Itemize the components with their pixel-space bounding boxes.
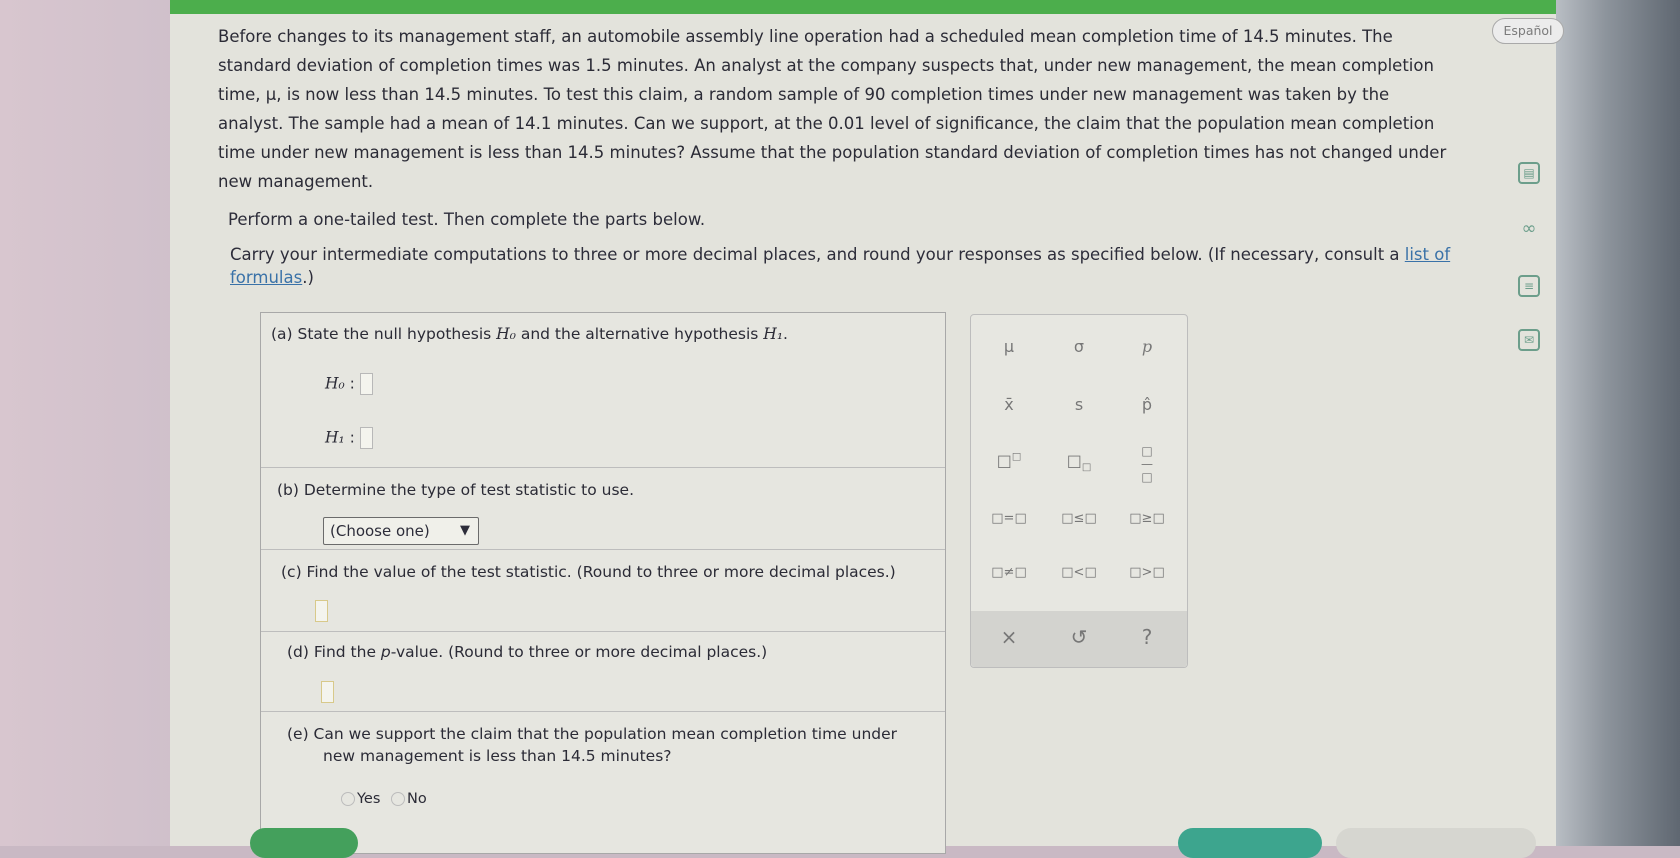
h1-input[interactable]	[360, 427, 373, 449]
le-button[interactable]: □≤□	[1061, 511, 1097, 526]
problem-line: standard deviation of completion times was 1.5 minutes. An analyst at the company suspects that, under new management, the mean completion	[218, 56, 1434, 75]
divider	[261, 711, 945, 712]
ge-button[interactable]: □≥□	[1129, 511, 1165, 526]
yes-label: Yes	[357, 791, 381, 807]
part-a-text-mid: and the alternative hypothesis	[515, 325, 764, 343]
h0-label: H₀	[325, 374, 345, 393]
carry-text-body: Carry your intermediate computations to three or more decimal places, and round your responses as specified below. (If necessary, consult a	[230, 245, 1405, 264]
part-d-text-end: -value. (Round to three or more decimal places.)	[390, 643, 768, 661]
save-for-later-button[interactable]	[1178, 828, 1322, 858]
problem-statement	[218, 22, 1458, 196]
gt-button[interactable]: □>□	[1129, 565, 1165, 580]
yes-radio[interactable]	[341, 792, 355, 806]
palette-actions	[971, 611, 1187, 667]
part-b-question: (b) Determine the type of test statistic to use.	[277, 481, 635, 499]
equal-button[interactable]: □=□	[991, 511, 1027, 526]
infinity-icon[interactable]: ∞	[1521, 218, 1537, 239]
instruction-text: Perform a one-tailed test. Then complete the parts below.	[228, 210, 706, 229]
p-italic: p	[380, 643, 391, 661]
formulas-link-cont[interactable]: formulas	[230, 268, 303, 287]
mail-icon[interactable]: ✉	[1518, 329, 1540, 351]
undo-button[interactable]: ↺	[1070, 625, 1088, 649]
problem-line: analyst. The sample had a mean of 14.1 minutes. Can we support, at the 0.01 level of significance, the claim that the population mean completion	[218, 114, 1435, 133]
part-e-line2: new management is less than 14.5 minutes?	[323, 747, 672, 765]
phat-button[interactable]: p̂	[1141, 395, 1153, 414]
part-e-line1: (e) Can we support the claim that the population mean completion time under	[287, 725, 898, 743]
p-value-input-wrap	[321, 681, 334, 703]
espanol-button[interactable]: Español	[1492, 18, 1564, 44]
carry-text-end: .)	[302, 268, 314, 287]
problem-line: Before changes to its management staff, an automobile assembly line operation had a scheduled mean completion time of 14.5 minutes. The	[218, 27, 1393, 46]
problem-line: time, μ, is now less than 14.5 minutes. To test this claim, a random sample of 90 completion times under new management was taken by the	[218, 85, 1390, 104]
h1-symbol: H₁	[763, 325, 784, 343]
p-value-input[interactable]	[321, 681, 334, 703]
answer-box	[260, 312, 946, 854]
lt-button[interactable]: □<□	[1061, 565, 1097, 580]
part-d-question	[287, 643, 767, 661]
ne-button[interactable]: □≠□	[991, 565, 1027, 580]
select-value: (Choose one)	[330, 522, 430, 540]
top-progress-bar	[170, 0, 1590, 14]
check-button[interactable]	[250, 828, 358, 858]
part-e-question	[287, 723, 897, 767]
help-button[interactable]: ?	[1141, 625, 1153, 649]
h1-row: H₁ :	[325, 427, 373, 449]
h0-symbol: H₀	[496, 325, 516, 343]
right-background	[1556, 0, 1680, 846]
p-button[interactable]: p	[1141, 337, 1153, 356]
document-icon[interactable]: ≡	[1518, 275, 1540, 297]
subscript-button[interactable]: $□_□$	[1066, 451, 1092, 474]
divider	[261, 467, 945, 468]
test-statistic-input-wrap	[315, 600, 328, 622]
yes-no-group	[341, 791, 427, 807]
test-statistic-input[interactable]	[315, 600, 328, 622]
part-a-text: (a) State the null hypothesis	[271, 325, 497, 343]
part-a-question	[271, 325, 788, 343]
carry-text	[230, 243, 1460, 289]
mu-button[interactable]: μ	[1003, 337, 1015, 356]
problem-line: time under new management is less than 14.5 minutes? Assume that the population standard deviation of completion times has not changed under	[218, 143, 1447, 162]
divider	[261, 631, 945, 632]
divider	[261, 549, 945, 550]
formulas-link[interactable]: list of	[1404, 245, 1451, 264]
fraction-button[interactable]: □ — □	[1141, 444, 1153, 484]
no-label: No	[407, 791, 427, 807]
h1-label: H₁	[325, 428, 345, 447]
sigma-button[interactable]: σ	[1073, 337, 1085, 356]
superscript-button[interactable]: □□	[996, 451, 1022, 470]
dropdown-arrow-icon: ▼	[460, 523, 470, 538]
clear-button[interactable]: ×	[1000, 625, 1018, 649]
part-a-text-end: .	[783, 325, 788, 343]
no-radio[interactable]	[391, 792, 405, 806]
math-palette	[970, 314, 1188, 668]
h0-input[interactable]	[360, 373, 373, 395]
calculator-icon[interactable]: ▤	[1518, 162, 1540, 184]
h0-row: H₀ :	[325, 373, 373, 395]
submit-assignment-button[interactable]	[1336, 828, 1536, 858]
problem-line: new management.	[218, 172, 374, 191]
part-d-text: (d) Find the	[287, 643, 381, 661]
test-statistic-select[interactable]	[323, 517, 479, 545]
s-button[interactable]: s	[1074, 395, 1084, 414]
xbar-button[interactable]: x̄	[1004, 395, 1014, 414]
part-c-question: (c) Find the value of the test statistic. (Round to three or more decimal places.)	[281, 563, 896, 581]
